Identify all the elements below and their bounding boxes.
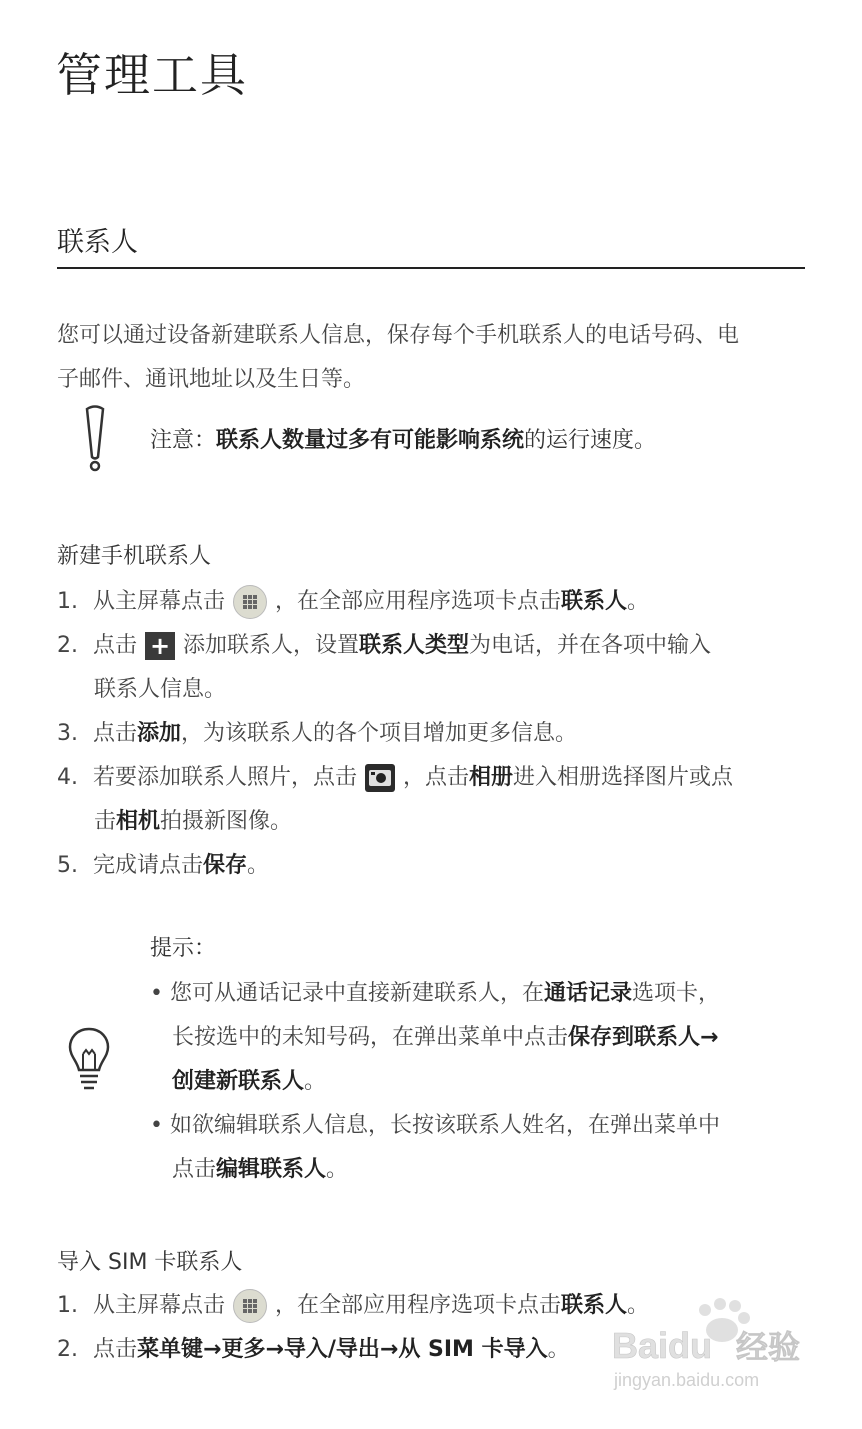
step-bold: 相机	[116, 809, 161, 834]
note-suffix: 的运行速度。	[524, 428, 657, 453]
watermark-brand-cn: 经验	[736, 1328, 801, 1366]
step-bold: 联系人	[561, 589, 628, 614]
step-item	[57, 580, 817, 624]
step-number: 1.	[57, 589, 78, 614]
bullet-bold: 通话记录	[544, 981, 633, 1006]
step-number: 1.	[57, 1293, 78, 1318]
step-number: 5.	[57, 853, 78, 878]
tip-bullet	[150, 1104, 800, 1192]
intro-paragraph	[57, 314, 807, 402]
bullet-text: 。	[304, 1069, 327, 1094]
note-prefix: 注意：	[150, 428, 217, 453]
note-bold: 联系人数量过多有可能影响系统	[216, 428, 525, 453]
step-text: 为电话，并在各项中输入	[469, 633, 712, 658]
bullet-text: 您可从通话记录中直接新建联系人，在	[170, 981, 545, 1006]
step-item	[57, 756, 817, 844]
step-text: 拍摄新图像。	[160, 809, 293, 834]
step-text: 点击	[93, 1337, 138, 1362]
step-number: 3.	[57, 721, 78, 746]
lightbulb-icon	[66, 1026, 112, 1092]
plus-icon: +	[145, 632, 175, 660]
bullet-bold: 编辑联系人	[216, 1157, 327, 1182]
camera-icon	[365, 764, 395, 792]
step-bold: 添加	[137, 721, 182, 746]
exclamation-icon	[82, 405, 108, 473]
step-item	[57, 624, 817, 712]
tip-label: 提示：	[150, 936, 217, 961]
step-text: ，在全部应用程序选项卡点击	[275, 1293, 562, 1318]
apps-grid-icon	[233, 1289, 267, 1323]
step-bold: 保存	[203, 853, 248, 878]
step-item	[57, 712, 817, 756]
step-number: 4.	[57, 765, 78, 790]
bullet-text: 选项卡，	[632, 981, 721, 1006]
section-divider	[57, 267, 805, 269]
bullet-dot: •	[150, 1113, 163, 1138]
note-text	[150, 424, 656, 458]
bullet-text: 如欲编辑联系人信息，长按该联系人姓名，在弹出菜单中	[170, 1113, 721, 1138]
apps-grid-icon	[233, 585, 267, 619]
step-text: 进入相册选择图片或点	[513, 765, 734, 790]
step-number: 2.	[57, 1337, 78, 1362]
tip-bullet	[150, 972, 800, 1104]
bullet-dot: •	[150, 981, 163, 1006]
step-text: 。	[547, 1337, 570, 1362]
step-bold: 相册	[469, 765, 514, 790]
step-text: ，为该联系人的各个项目增加更多信息。	[181, 721, 578, 746]
step-continuation	[57, 800, 817, 844]
step-text: ，在全部应用程序选项卡点击	[275, 589, 562, 614]
step-text: 点击	[93, 721, 138, 746]
step-bold: 菜单键→更多→导入/导出→从 SIM 卡导入	[137, 1337, 548, 1362]
step-number: 2.	[57, 633, 78, 658]
step-text: 击	[94, 809, 117, 834]
step-text: 。	[627, 589, 650, 614]
page-title: 管理工具	[56, 48, 248, 102]
step-item	[57, 844, 817, 888]
bullet-text: 。	[326, 1157, 349, 1182]
baidu-jingyan-watermark	[610, 1296, 810, 1396]
import-sim-title: 导入 SIM 卡联系人	[57, 1250, 243, 1275]
step-text: 若要添加联系人照片，点击	[93, 765, 358, 790]
bullet-continuation	[150, 1016, 800, 1060]
step-text: 。	[627, 1293, 650, 1318]
step-text: 点击	[93, 633, 138, 658]
bullet-continuation	[150, 1148, 800, 1192]
watermark-brand: Baidu	[612, 1325, 713, 1366]
bullet-bold: 创建新联系人	[172, 1069, 305, 1094]
watermark-url: jingyan.baidu.com	[614, 1370, 760, 1390]
bullet-text: 长按选中的未知号码，在弹出菜单中点击	[172, 1025, 569, 1050]
step-text: 。	[247, 853, 270, 878]
bullet-text: 点击	[172, 1157, 217, 1182]
step-text: 添加联系人，设置	[183, 633, 360, 658]
step-text: 从主屏幕点击	[93, 589, 226, 614]
bullet-continuation	[150, 1060, 800, 1104]
section-title: 联系人	[57, 227, 138, 258]
bullet-bold: 保存到联系人→	[568, 1025, 719, 1050]
intro-line: 子邮件、通讯地址以及生日等。	[57, 367, 366, 392]
step-bold: 联系人类型	[359, 633, 470, 658]
step-text: ，点击	[403, 765, 470, 790]
new-contact-title: 新建手机联系人	[57, 544, 212, 569]
step-text: 从主屏幕点击	[93, 1293, 226, 1318]
step-bold: 联系人	[561, 1293, 628, 1318]
step-continuation: 联系人信息。	[94, 677, 227, 702]
step-text: 完成请点击	[93, 853, 204, 878]
intro-line: 您可以通过设备新建联系人信息，保存每个手机联系人的电话号码、电	[57, 323, 740, 348]
